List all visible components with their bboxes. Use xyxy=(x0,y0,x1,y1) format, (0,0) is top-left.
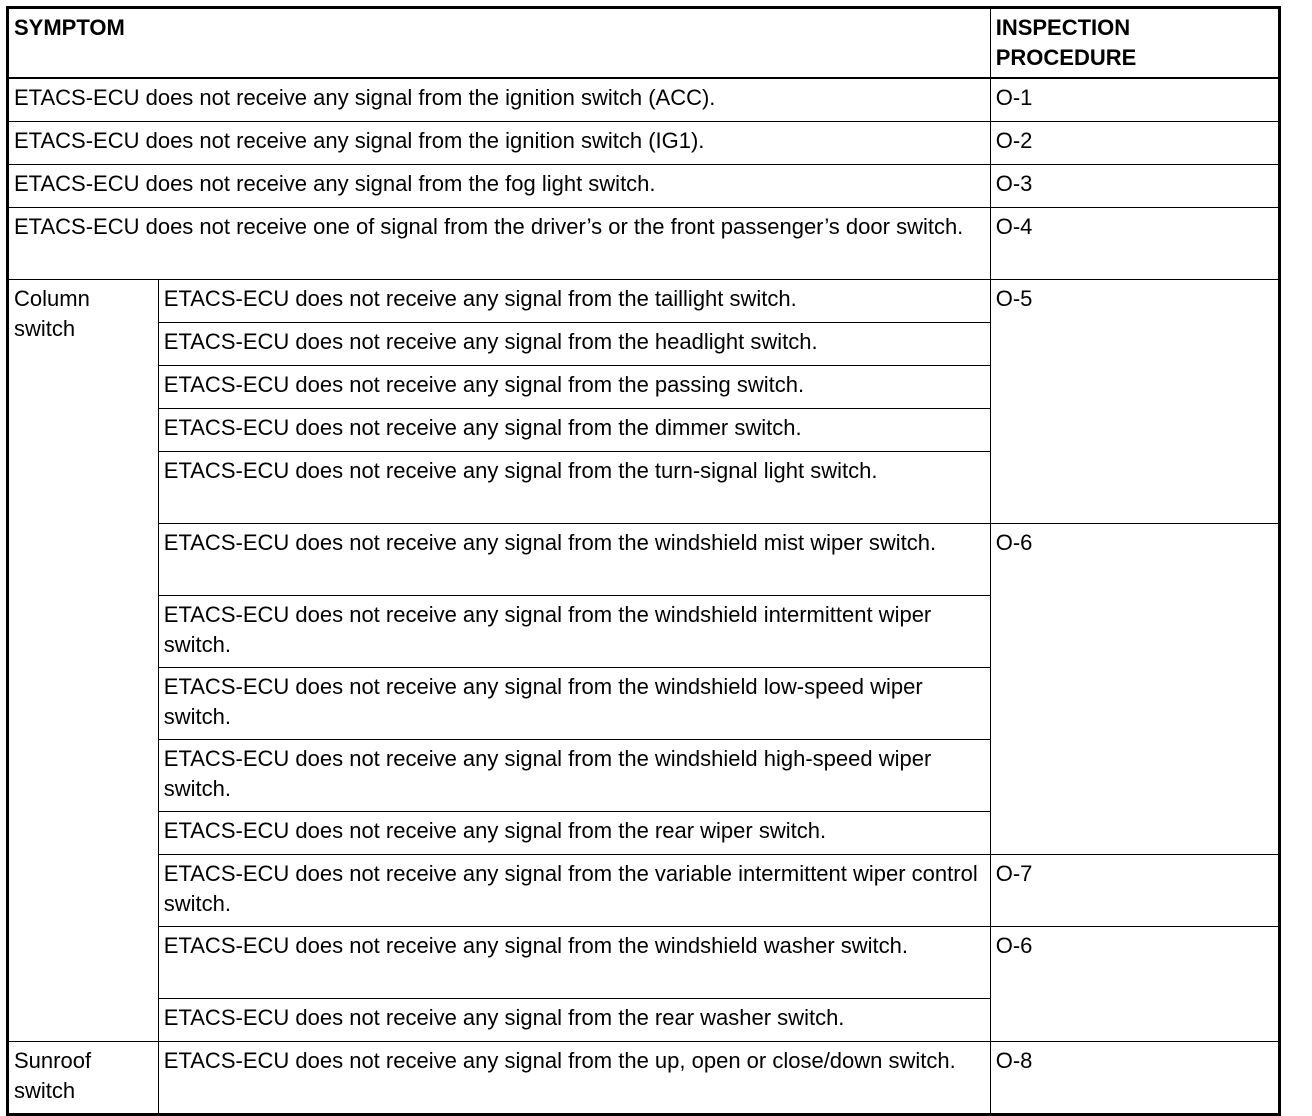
header-symptom: SYMPTOM xyxy=(8,8,991,79)
symptom-cell: ETACS-ECU does not receive any signal from the windshield mist wiper switch. xyxy=(158,524,990,596)
symptom-cell: ETACS-ECU does not receive any signal from the dimmer switch. xyxy=(158,409,990,452)
table-row xyxy=(8,1042,1280,1115)
symptom-cell: ETACS-ECU does not receive any signal from the rear wiper switch. xyxy=(158,812,990,855)
symptom-cell: ETACS-ECU does not receive any signal from the windshield intermittent wiper switch. xyxy=(158,596,990,668)
table-row xyxy=(8,855,1280,927)
symptom-cell: ETACS-ECU does not receive any signal from the ignition switch (ACC). xyxy=(8,78,991,122)
procedure-cell: O-1 xyxy=(990,78,1279,122)
procedure-cell: O-5 xyxy=(990,280,1279,524)
procedure-cell: O-3 xyxy=(990,165,1279,208)
sunroof-switch-group-label: Sunroof switch xyxy=(8,1042,159,1115)
symptom-cell: ETACS-ECU does not receive any signal from the headlight switch. xyxy=(158,323,990,366)
symptom-cell: ETACS-ECU does not receive any signal from the windshield high-speed wiper switch. xyxy=(158,740,990,812)
symptom-cell: ETACS-ECU does not receive one of signal from the driver’s or the front passenger’s door switch. xyxy=(8,208,991,280)
procedure-cell: O-2 xyxy=(990,122,1279,165)
symptom-procedure-table xyxy=(6,6,1281,1116)
procedure-cell: O-6 xyxy=(990,927,1279,1042)
table-row xyxy=(8,208,1280,280)
symptom-cell: ETACS-ECU does not receive any signal from the taillight switch. xyxy=(158,280,990,323)
procedure-cell: O-4 xyxy=(990,208,1279,280)
procedure-cell: O-8 xyxy=(990,1042,1279,1115)
table-row xyxy=(8,122,1280,165)
table-row xyxy=(8,78,1280,122)
header-inspection-procedure: INSPECTION PROCEDURE xyxy=(990,8,1279,79)
procedure-cell: O-7 xyxy=(990,855,1279,927)
symptom-cell: ETACS-ECU does not receive any signal from the rear washer switch. xyxy=(158,999,990,1042)
table-row xyxy=(8,927,1280,999)
table-row xyxy=(8,524,1280,596)
table-header-row xyxy=(8,8,1280,79)
symptom-cell: ETACS-ECU does not receive any signal from the fog light switch. xyxy=(8,165,991,208)
column-switch-group-label: Column switch xyxy=(8,280,159,1042)
symptom-cell: ETACS-ECU does not receive any signal from the turn-signal light switch. xyxy=(158,452,990,524)
symptom-cell: ETACS-ECU does not receive any signal from the windshield low-speed wiper switch. xyxy=(158,668,990,740)
table-row xyxy=(8,280,1280,323)
symptom-cell: ETACS-ECU does not receive any signal from the variable intermittent wiper control switch. xyxy=(158,855,990,927)
symptom-cell: ETACS-ECU does not receive any signal from the passing switch. xyxy=(158,366,990,409)
table-row xyxy=(8,165,1280,208)
symptom-cell: ETACS-ECU does not receive any signal from the windshield washer switch. xyxy=(158,927,990,999)
symptom-cell: ETACS-ECU does not receive any signal from the up, open or close/down switch. xyxy=(158,1042,990,1115)
procedure-cell: O-6 xyxy=(990,524,1279,855)
symptom-cell: ETACS-ECU does not receive any signal from the ignition switch (IG1). xyxy=(8,122,991,165)
